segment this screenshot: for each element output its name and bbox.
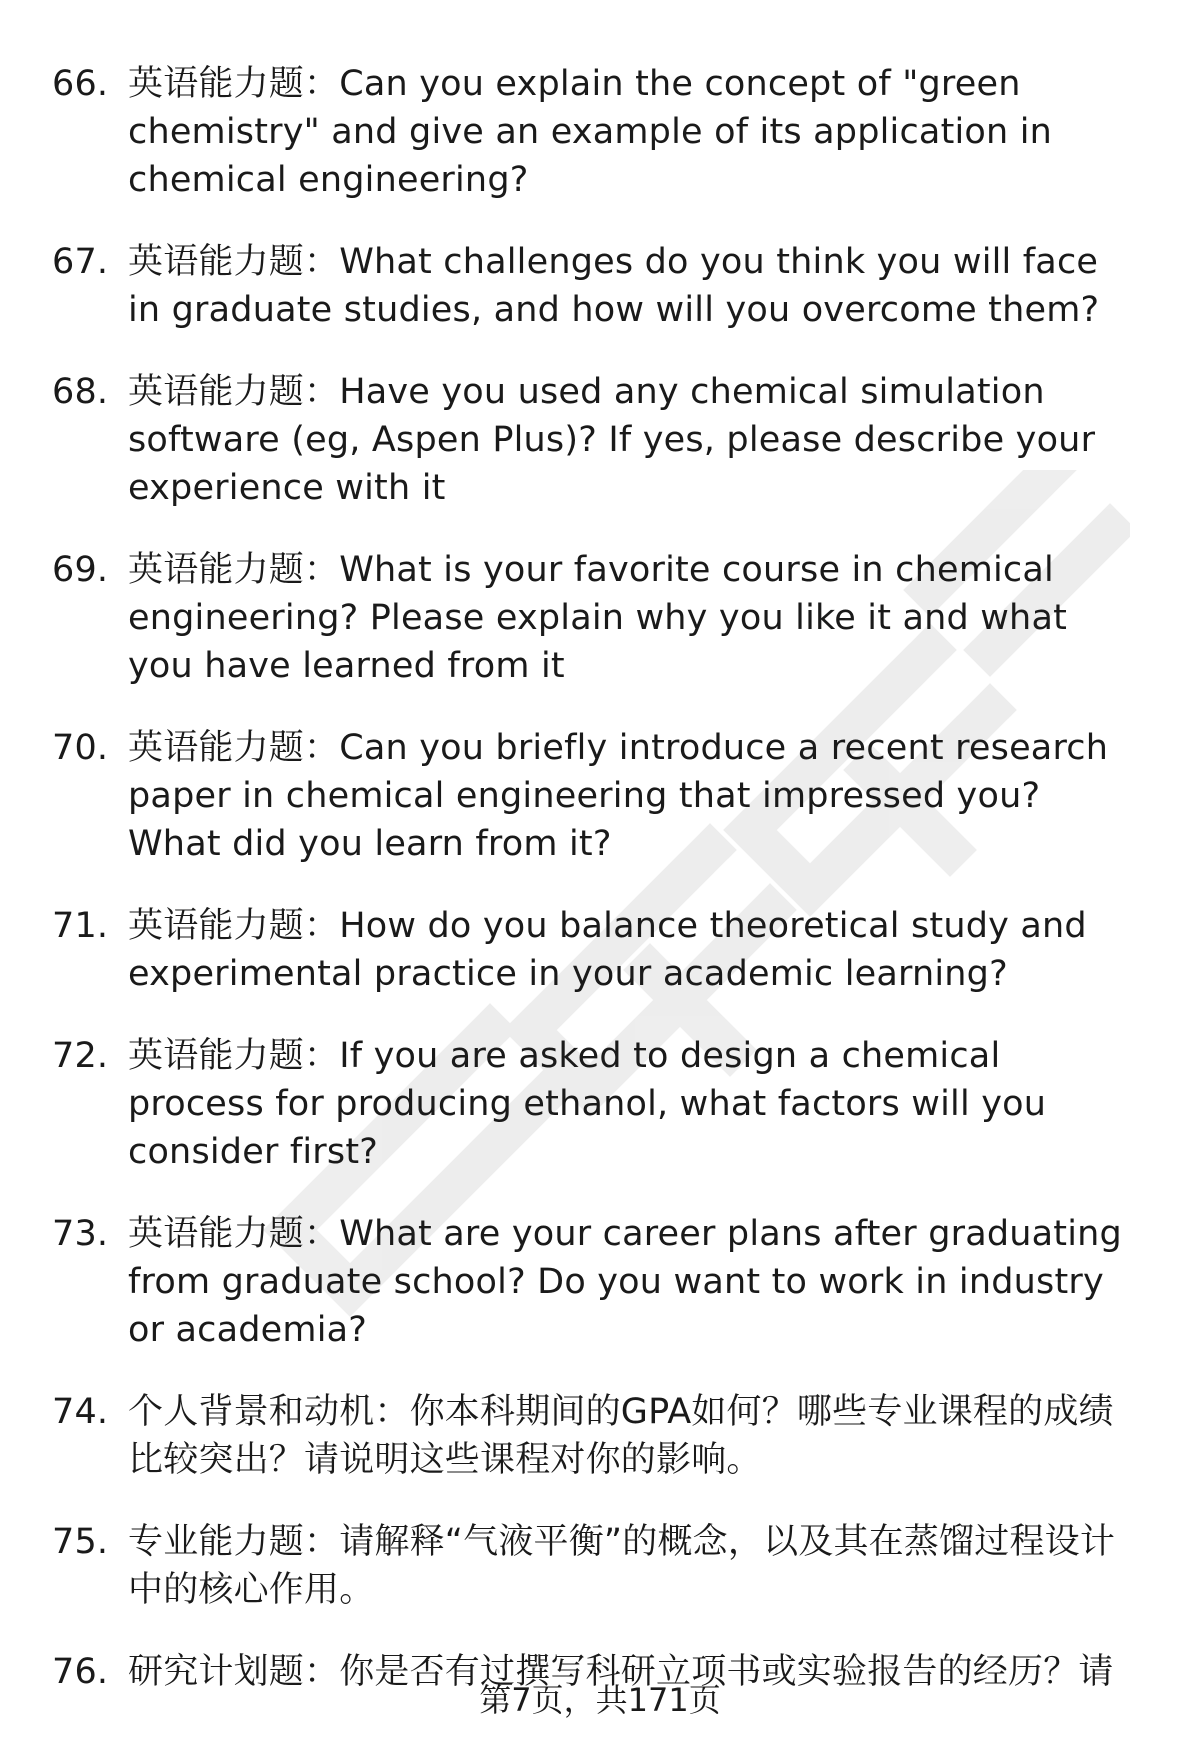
question-number: 75.: [52, 1522, 109, 1562]
question-item: [0, 1032, 1200, 1176]
question-number: 74.: [52, 1392, 109, 1432]
question-text: 英语能力题：What challenges do you think you will face in graduate studies, and how will you overcome them?: [128, 242, 1100, 330]
page-footer: 第7页，共171页: [479, 1681, 721, 1719]
question-item: [0, 546, 1200, 690]
question-text: 个人背景和动机：你本科期间的GPA如何？哪些专业课程的成绩比较突出？请说明这些课程对你的影响。: [128, 1392, 1114, 1480]
question-item: [0, 1518, 1200, 1614]
question-number: 70.: [52, 728, 109, 768]
question-item: [0, 368, 1200, 512]
question-list: [0, 60, 1200, 1730]
question-text: 英语能力题：What is your favorite course in chemical engineering? Please explain why you like it and what you have learned from it: [128, 550, 1068, 686]
question-number: 68.: [52, 372, 109, 412]
question-text: 英语能力题：Can you briefly introduce a recent research paper in chemical engineering that impressed you? What did you learn from it?: [128, 728, 1109, 864]
question-text: 英语能力题：Have you used any chemical simulation software (eg, Aspen Plus)? If yes, please describe your experience with it: [128, 372, 1096, 508]
question-item: [0, 902, 1200, 998]
question-number: 73.: [52, 1214, 109, 1254]
question-number: 71.: [52, 906, 109, 946]
question-item: [0, 724, 1200, 868]
question-item: [0, 238, 1200, 334]
question-text: 英语能力题：How do you balance theoretical study and experimental practice in your academic learning?: [128, 906, 1087, 994]
question-number: 67.: [52, 242, 109, 282]
question-item: [0, 1388, 1200, 1484]
question-number: 72.: [52, 1036, 109, 1076]
question-number: 69.: [52, 550, 109, 590]
question-text: 英语能力题：Can you explain the concept of "green chemistry" and give an example of its application in chemical engineering?: [128, 64, 1053, 200]
question-text: 专业能力题：请解释“气液平衡”的概念，以及其在蒸馏过程设计中的核心作用。: [128, 1522, 1116, 1610]
question-number: 76.: [52, 1652, 109, 1692]
question-item: [0, 1210, 1200, 1354]
question-number: 66.: [52, 64, 109, 104]
question-text: 英语能力题：If you are asked to design a chemical process for producing ethanol, what factors will you consider first?: [128, 1036, 1047, 1172]
question-text: 研究计划题：你是否有过撰写科研立项书或实验报告的经历？请: [128, 1652, 1114, 1692]
question-text: 英语能力题：What are your career plans after graduating from graduate school? Do you want to work in industry or academia?: [128, 1214, 1122, 1350]
question-item: [0, 60, 1200, 204]
